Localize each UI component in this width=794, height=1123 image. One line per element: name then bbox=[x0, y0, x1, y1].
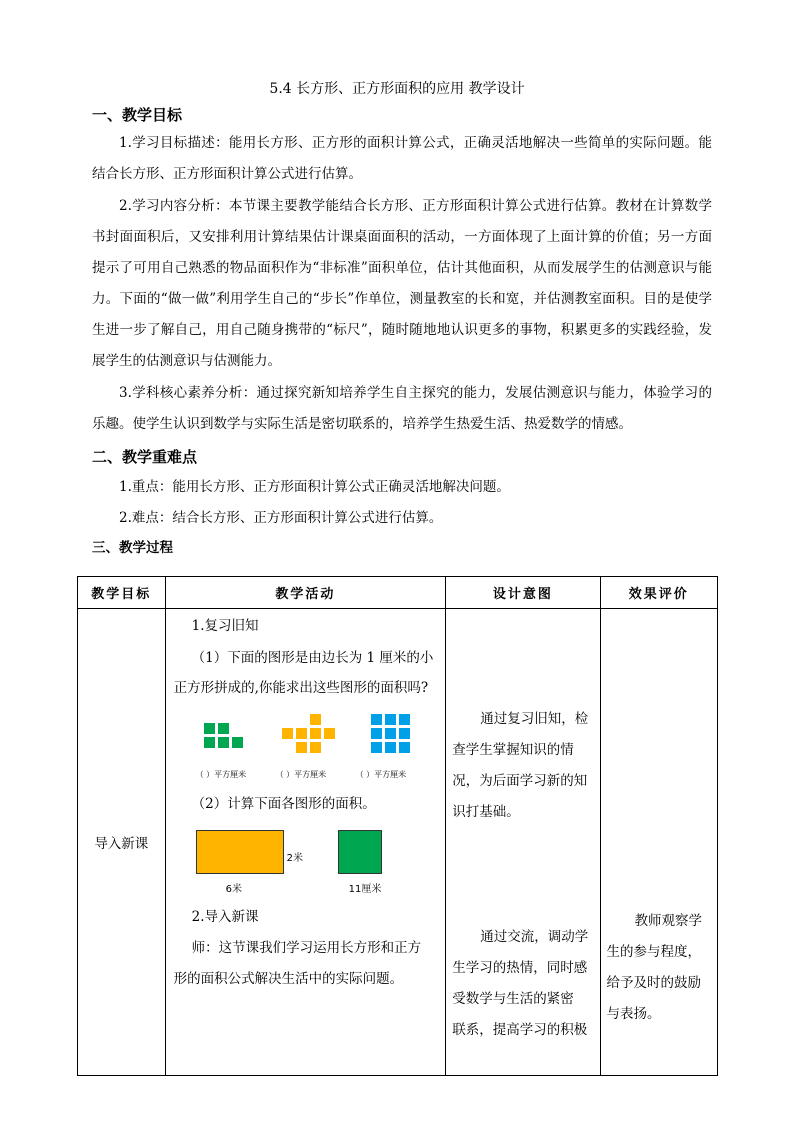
intent-line-b2: 生学习的热情，同时感 bbox=[452, 960, 588, 976]
figure-orange-rectangle bbox=[196, 830, 284, 874]
intent-line-b4: 联系，提高学习的积极 bbox=[452, 1022, 588, 1038]
table-cell-evaluation bbox=[600, 609, 718, 1076]
intent-line-a3: 况，为后面学习新的知 bbox=[452, 773, 588, 789]
eval-line-3: 给予及时的鼓励 bbox=[606, 975, 701, 991]
figure-orange-shape bbox=[281, 713, 341, 757]
section-heading-key-points: 二、教学重难点 bbox=[92, 448, 198, 466]
eval-line-2: 生的参与程度， bbox=[606, 944, 701, 960]
activity-intro-heading: 2.导入新课 bbox=[191, 909, 259, 925]
figure-blue-shape bbox=[370, 713, 414, 757]
table-cell-intent bbox=[446, 609, 600, 1076]
section-heading-process: 三、教学过程 bbox=[92, 540, 173, 556]
activity-intro-line-2: 形的面积公式解决生活中的实际问题。 bbox=[173, 971, 404, 987]
paragraph-content-analysis: 2.学习内容分析：本节课主要教学能结合长方形、正方形面积计算公式进行估算。教材在计算数学书封面面积后，又安排利用计算结果估计课桌面面积的活动，一方面体现了上面计算的价值；另一方面提示了可用自己熟悉的物品面积作为“非标准”面积单位，估计其他面积，从而发展学生的估测意识与能力。下面的“做一做”利用学生自己的“步长”作单位，测量教室的长和宽，并估测教室面积。目的是使学生进一步了解自己，用自己随身携带的“标尺”，随时随地地认识更多的事物，积累更多的实践经验，发展学生的估测意识与估测能力。 bbox=[92, 198, 712, 369]
intent-line-a4: 识打基础。 bbox=[452, 804, 520, 820]
figure-label-2: （ ）平方厘米 bbox=[275, 770, 327, 779]
table-header-evaluation: 效果评价 bbox=[600, 577, 718, 609]
table-cell-activity bbox=[165, 609, 446, 1076]
intent-line-a2: 查学生掌握知识的情 bbox=[452, 742, 574, 758]
activity-question-1a: （1）下面的图形是由边长为 1 厘米的小 bbox=[191, 650, 434, 666]
eval-line-4: 与表扬。 bbox=[606, 1006, 661, 1022]
page-title: 5.4 长方形、正方形面积的应用 教学设计 bbox=[269, 81, 525, 97]
table-header-intent: 设计意图 bbox=[446, 577, 600, 609]
paragraph-difficult-point: 2.难点：结合长方形、正方形面积计算公式进行估算。 bbox=[119, 510, 443, 526]
activity-review-heading: 1.复习旧知 bbox=[191, 618, 259, 634]
figure-green-square bbox=[338, 830, 382, 874]
intent-line-a1: 通过复习旧知，检 bbox=[480, 711, 589, 727]
goal-text: 导入新课 bbox=[94, 836, 149, 852]
figure-green-shape bbox=[203, 722, 248, 752]
section-heading-goals: 一、教学目标 bbox=[92, 106, 183, 124]
paragraph-key-point: 1.重点：能用长方形、正方形面积计算公式正确灵活地解决问题。 bbox=[119, 479, 510, 495]
activity-intro-line-1: 师：这节课我们学习运用长方形和正方 bbox=[191, 940, 422, 956]
square-side-label: 11厘米 bbox=[348, 884, 382, 895]
figure-label-3: （ ）平方厘米 bbox=[355, 770, 407, 779]
table-header-activity: 教学活动 bbox=[165, 577, 446, 609]
activity-question-1b: 正方形拼成的,你能求出这些图形的面积吗? bbox=[173, 680, 429, 696]
activity-question-2: （2）计算下面各图形的面积。 bbox=[191, 796, 376, 812]
intent-line-b1: 通过交流，调动学 bbox=[480, 929, 589, 945]
paragraph-goal-description: 1.学习目标描述：能用长方形、正方形的面积计算公式，正确灵活地解决一些简单的实际问题。能结合长方形、正方形面积计算公式进行估算。 bbox=[92, 135, 712, 182]
rectangle-width-label: 2米 bbox=[286, 853, 303, 864]
paragraph-core-literacy: 3.学科核心素养分析：通过探究新知培养学生自主探究的能力，发展估测意识与能力，体验学习的乐趣。使学生认识到数学与实际生活是密切联系的，培养学生热爱生活、热爱数学的情感。 bbox=[92, 385, 712, 432]
figure-label-1: （ ）平方厘米 bbox=[195, 770, 247, 779]
table-cell-goal bbox=[78, 609, 166, 1076]
teaching-process-table bbox=[77, 576, 718, 1076]
table-header-goal: 教学目标 bbox=[78, 577, 166, 609]
rectangle-length-label: 6米 bbox=[225, 884, 242, 895]
intent-line-b3: 受数学与生活的紧密 bbox=[452, 991, 574, 1007]
eval-line-1: 教师观察学 bbox=[634, 913, 702, 929]
